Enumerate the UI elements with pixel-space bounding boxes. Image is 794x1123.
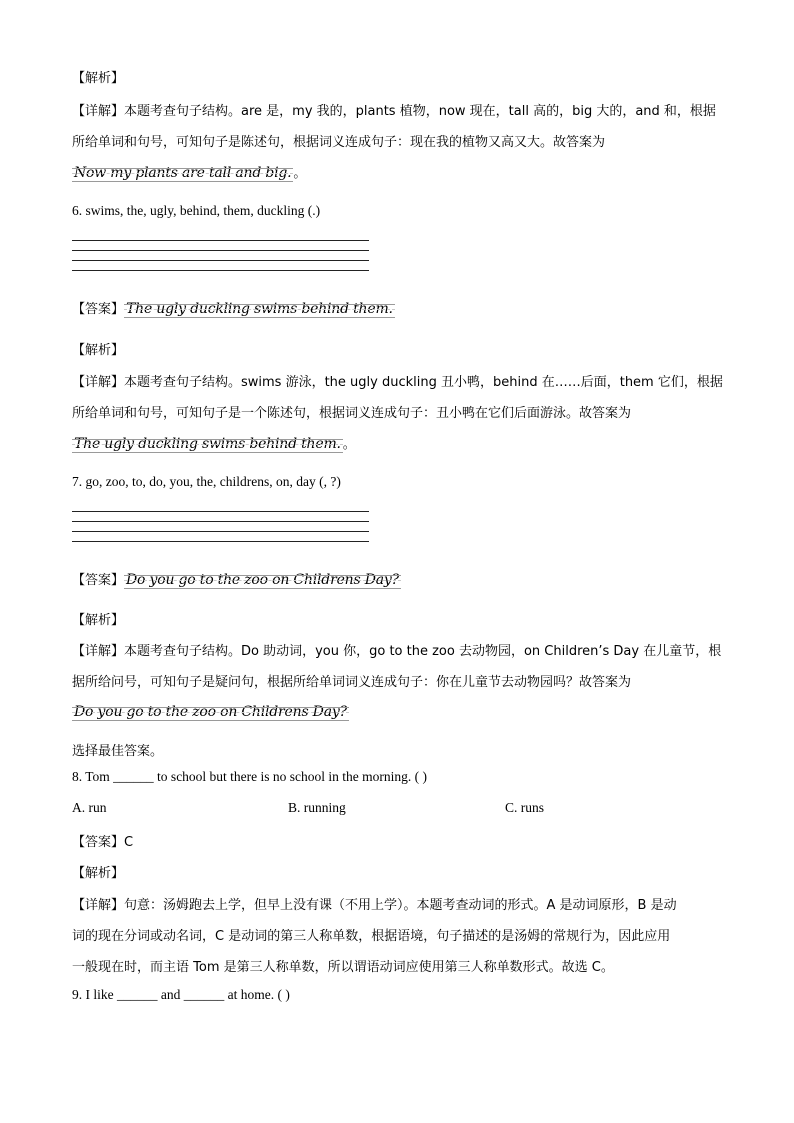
handwriting-box [72,435,343,453]
writing-line [72,250,369,251]
q6-writing-lines [72,240,369,280]
q5-final-answer [72,162,306,182]
section-heading: 选择最佳答案。 [72,744,164,759]
q6-answer-handwriting: The ugly duckling swims behind them. [126,301,393,317]
q8-option-c: C. runs [505,800,545,815]
q5-jiexi-label: 【解析】 [72,71,125,86]
q6-explanation-line1: 【详解】本题考查句子结构。swims 游泳，the ugly duckling 丑小鸭，behind 在……后面，them 它们，根据 [72,375,723,390]
q7-answer [72,569,401,589]
q7-explanation-line2: 据所给问号，可知句子是疑问句，根据所给单词词义连成句子：你在儿童节去动物园吗？故答案为 [72,675,632,690]
q8-explanation-line2: 词的现在分词或动名词，C 是动词的第三人称单数，根据语境，句子描述的是汤姆的常规行为，因此应用 [72,929,671,944]
writing-line [72,531,369,532]
q7-answer-handwriting-2: Do you go to the zoo on Childrens Day? [74,704,347,720]
q7-question: 7. go, zoo, to, do, you, the, childrens, on, day (, ?) [72,474,341,489]
q7-answer-label: 【答案】 [72,573,125,588]
q6-explanation-line2: 所给单词和句号，可知句子是一个陈述句，根据词义连成句子：丑小鸭在它们后面游泳。故答案为 [72,406,632,421]
writing-line [72,270,369,271]
q5-explanation-line1: 【详解】本题考查句子结构。are 是，my 我的，plants 植物，now 现在，tall 高的，big 大的，and 和，根据 [72,104,716,119]
q8-explanation-line3: 一般现在时，而主语 Tom 是第三人称单数，所以谓语动词应使用第三人称单数形式。故选 C。 [72,960,614,975]
handwriting-box [124,300,395,318]
q8-explanation-line1: 【详解】句意：汤姆跑去上学，但早上没有课（不用上学）。本题考查动词的形式。A 是动词原形，B 是动 [72,898,677,913]
q8-answer: 【答案】C [72,835,134,850]
q6-answer-handwriting-2: The ugly duckling swims behind them. [74,436,341,452]
q7-answer-handwriting: Do you go to the zoo on Childrens Day? [126,572,399,588]
q6-answer-label: 【答案】 [72,302,125,317]
writing-line [72,521,369,522]
q5-end-mark: 。 [293,166,307,181]
q6-question: 6. swims, the, ugly, behind, them, duckling (.) [72,203,321,218]
q6-final-answer [72,433,356,453]
writing-line [72,260,369,261]
writing-line [72,541,369,542]
q7-writing-lines [72,511,369,551]
handwriting-box [72,703,349,721]
q7-explanation-line1: 【详解】本题考查句子结构。Do 助动词，you 你，go to the zoo 去动物园，on Children’s Day 在儿童节，根 [72,644,722,659]
handwriting-box [72,164,293,182]
q8-question: 8. Tom ______ to school but there is no school in the morning. ( ) [72,769,428,784]
q5-explanation-line2: 所给单词和句号，可知句子是陈述句，根据词义连成句子：现在我的植物又高又大。故答案为 [72,135,606,150]
writing-line [72,511,369,512]
q8-option-a: A. run [72,800,107,815]
q6-answer [72,298,395,318]
q7-jiexi-label: 【解析】 [72,613,125,628]
q8-jiexi-label: 【解析】 [72,866,125,881]
q5-answer-handwriting: Now my plants are tall and big. [74,165,292,181]
handwriting-box [124,571,401,589]
q8-option-b: B. running [288,800,346,815]
q6-jiexi-label: 【解析】 [72,343,125,358]
q7-final-answer [72,703,349,721]
writing-line [72,240,369,241]
q9-question: 9. I like ______ and ______ at home. ( ) [72,987,290,1002]
q6-end-mark: 。 [342,437,356,452]
